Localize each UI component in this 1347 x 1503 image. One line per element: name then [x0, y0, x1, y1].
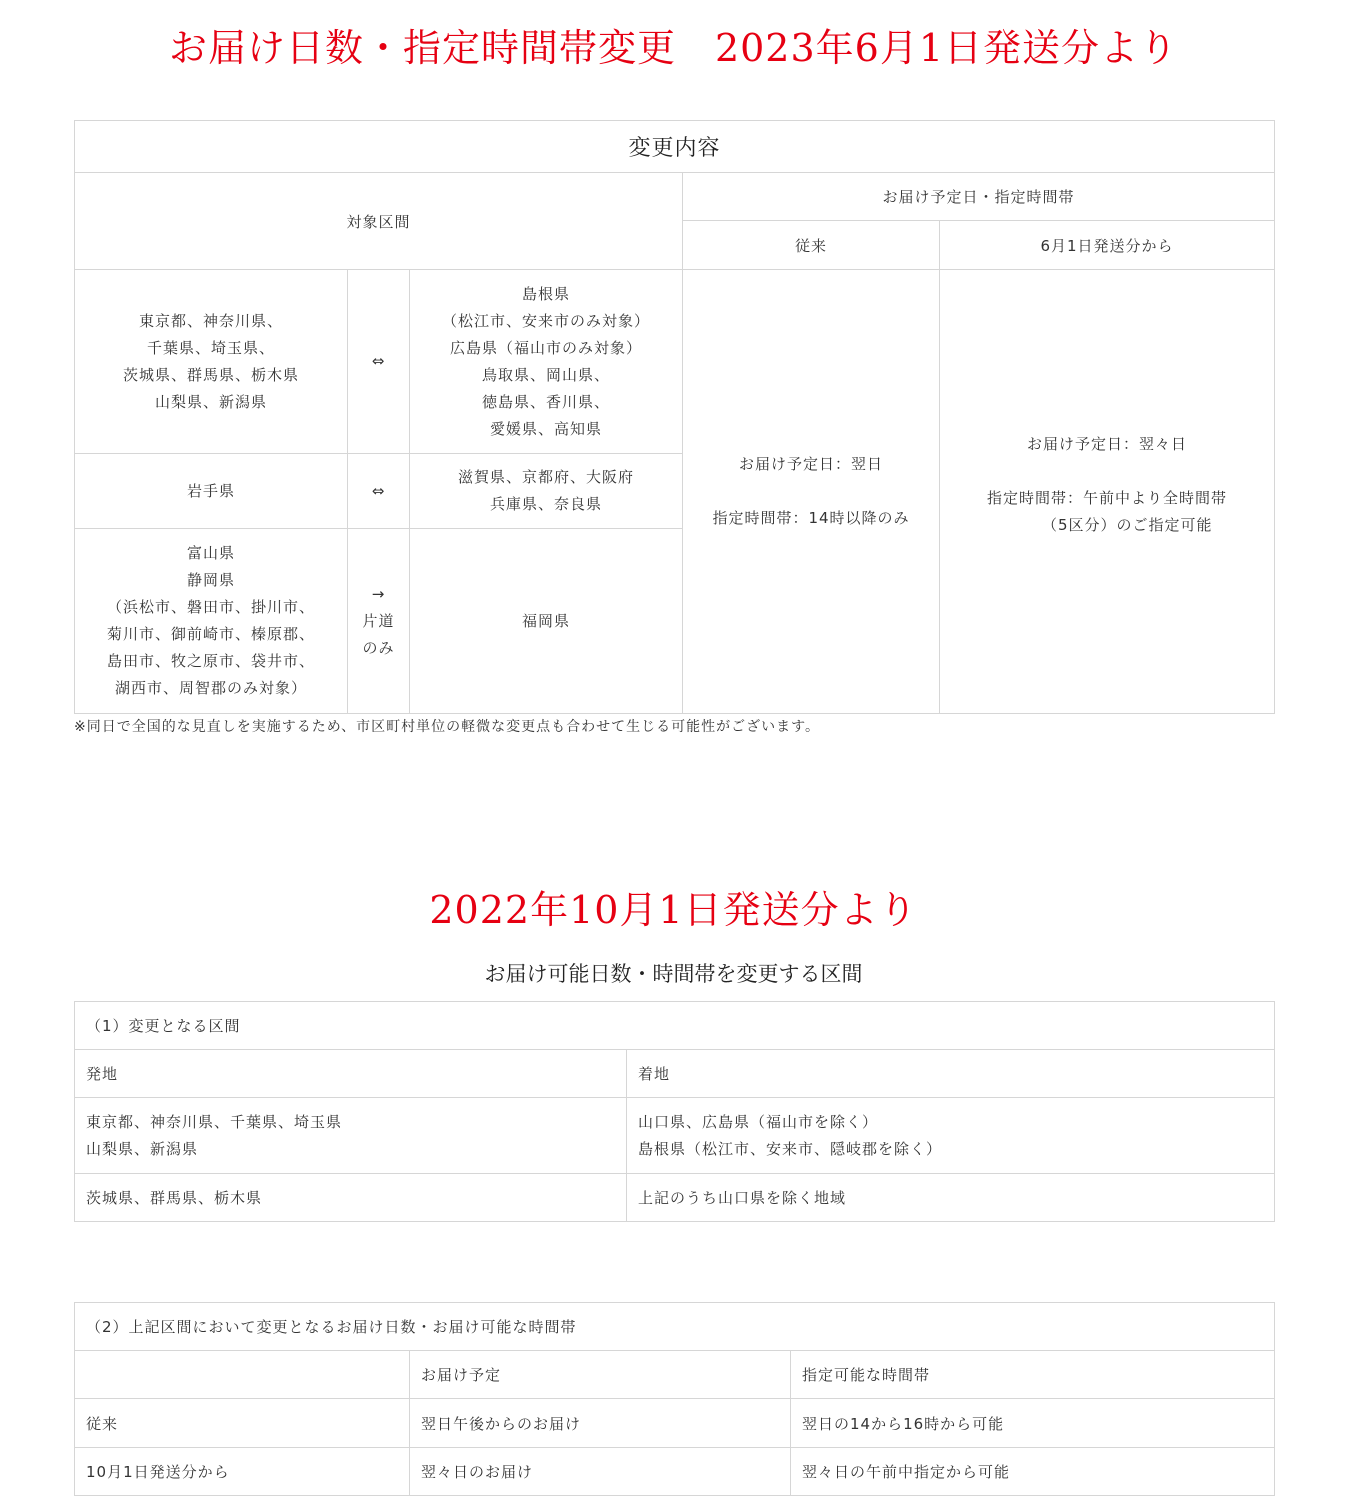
change-table [74, 120, 1275, 714]
row2-from: 岩手県 [75, 454, 348, 529]
row1-from: 東京都、神奈川県、 千葉県、埼玉県、 茨城県、群馬県、栃木県 山梨県、新潟県 [75, 270, 348, 454]
section1-title: お届け日数・指定時間帯変更 2023年6月1日発送分より [168, 26, 1179, 70]
col-before-header: 従来 [683, 221, 940, 270]
time-table [74, 1302, 1275, 1496]
row1-to: 島根県 （松江市、安来市のみ対象） 広島県（福山市のみ対象） 鳥取県、岡山県、 徳島県、香川県、 愛媛県、高知県 [410, 270, 683, 454]
row2-direction: ⇔ [348, 454, 410, 529]
col-delivery-header: お届け予定日・指定時間帯 [683, 173, 1275, 221]
change-table-title: 変更内容 [75, 121, 1275, 173]
section2-subtitle: お届け可能日数・時間帯を変更する区間 [484, 962, 863, 986]
col-target-header: 対象区間 [75, 173, 683, 270]
time-row2-delivery: 翌々日のお届け [410, 1448, 791, 1496]
after-cell: お届け予定日：翌々日 指定時間帯：午前中より全時間帯 （5区分）のご指定可能 [940, 270, 1275, 714]
time-header-slots: 指定可能な時間帯 [791, 1351, 1275, 1399]
row3-to: 福岡県 [410, 529, 683, 714]
col-after-header: 6月1日発送分から [940, 221, 1275, 270]
time-row2-slots: 翌々日の午前中指定から可能 [791, 1448, 1275, 1496]
route-row2-origin: 茨城県、群馬県、栃木県 [75, 1174, 627, 1222]
row1-direction: ⇔ [348, 270, 410, 454]
route-row1-origin: 東京都、神奈川県、千葉県、埼玉県 山梨県、新潟県 [75, 1098, 627, 1174]
route-table [74, 1001, 1275, 1222]
route-row2-destination: 上記のうち山口県を除く地域 [627, 1174, 1275, 1222]
header-destination: 着地 [627, 1050, 1275, 1098]
footnote: ※同日で全国的な見直しを実施するため、市区町村単位の軽微な変更点も合わせて生じる可能性がございます。 [74, 719, 821, 735]
time-row1-slots: 翌日の14から16時から可能 [791, 1399, 1275, 1448]
row2-to: 滋賀県、京都府、大阪府 兵庫県、奈良県 [410, 454, 683, 529]
section2-title: 2022年10月1日発送分より [429, 888, 918, 932]
time-row1-delivery: 翌日午後からのお届け [410, 1399, 791, 1448]
time-row1-label: 従来 [75, 1399, 410, 1448]
row3-direction: → 片道 のみ [348, 529, 410, 714]
time-header-delivery: お届け予定 [410, 1351, 791, 1399]
route-table-caption: （1）変更となる区間 [75, 1002, 1275, 1050]
time-header-blank [75, 1351, 410, 1399]
row3-from: 富山県 静岡県 （浜松市、磐田市、掛川市、 菊川市、御前崎市、榛原郡、 島田市、牧之原市、袋井市、 湖西市、周智郡のみ対象） [75, 529, 348, 714]
before-cell: お届け予定日：翌日 指定時間帯：14時以降のみ [683, 270, 940, 714]
time-row2-label: 10月1日発送分から [75, 1448, 410, 1496]
time-table-caption: （2）上記区間において変更となるお届け日数・お届け可能な時間帯 [75, 1303, 1275, 1351]
route-row1-destination: 山口県、広島県（福山市を除く） 島根県（松江市、安来市、隠岐郡を除く） [627, 1098, 1275, 1174]
header-origin: 発地 [75, 1050, 627, 1098]
